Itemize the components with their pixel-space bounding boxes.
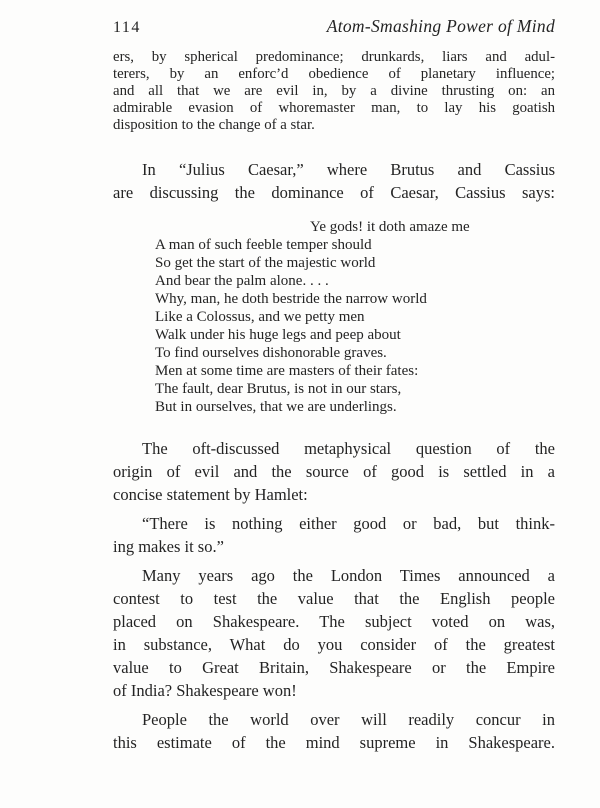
text-line: value to Great Britain, Shakespeare or the Empire — [113, 658, 555, 677]
text-line: admirable evasion of whoremaster man, to lay his goatish — [113, 100, 555, 116]
text-line: In “Julius Caesar,” where Brutus and Cassius — [142, 160, 555, 179]
text-line: of India? Shakespeare won! — [113, 681, 297, 700]
text-line: So get the start of the majestic world — [155, 255, 376, 271]
paragraph — [113, 437, 555, 506]
text-line: ing makes it so.” — [113, 537, 224, 556]
text-line: Like a Colossus, and we petty men — [155, 309, 365, 325]
text-line: To find ourselves dishonorable graves. — [155, 345, 387, 361]
text-line: The oft-discussed metaphysical question of the — [142, 439, 555, 458]
text-line: Why, man, he doth bestride the narrow world — [155, 291, 427, 307]
running-title: Atom-Smashing Power of Mind — [326, 16, 555, 36]
text-line: placed on Shakespeare. The subject voted on was, — [113, 612, 555, 631]
text-line: ers, by spherical predominance; drunkards, liars and adul- — [113, 49, 555, 65]
paragraph — [113, 564, 555, 702]
text-line: in substance, What do you consider of the greatest — [113, 635, 555, 654]
text-line: People the world over will readily concur in — [142, 710, 555, 729]
text-line: this estimate of the mind supreme in Shakespeare. — [113, 733, 555, 752]
paragraph — [113, 49, 555, 134]
text-line: Walk under his huge legs and peep about — [155, 327, 401, 343]
text-line: Ye gods! it doth amaze me — [310, 219, 470, 235]
text-line: contest to test the value that the English people — [113, 589, 555, 608]
text-line: and all that we are evil in, by a divine thrusting on: an — [113, 83, 555, 99]
text-line: are discussing the dominance of Caesar, Cassius says: — [113, 183, 555, 202]
paragraph — [113, 512, 555, 558]
text-line: terers, by an enforc’d obedience of planetary influence; — [113, 66, 555, 82]
verse-block — [155, 218, 555, 416]
text-line: But in ourselves, that we are underlings. — [155, 399, 397, 415]
text-line: disposition to the change of a star. — [113, 117, 315, 133]
page-number: 114 — [113, 19, 141, 36]
page-header — [113, 16, 555, 37]
page-body — [113, 49, 555, 754]
text-line: “There is nothing either good or bad, but think- — [142, 514, 555, 533]
text-line: Many years ago the London Times announced a — [142, 566, 555, 585]
text-line: The fault, dear Brutus, is not in our stars, — [155, 381, 402, 397]
text-line: And bear the palm alone. . . . — [155, 273, 329, 289]
text-line: concise statement by Hamlet: — [113, 485, 308, 504]
text-line: A man of such feeble temper should — [155, 237, 372, 253]
text-line: Men at some time are masters of their fates: — [155, 363, 419, 379]
paragraph — [113, 708, 555, 754]
paragraph — [113, 158, 555, 204]
text-line: origin of evil and the source of good is settled in a — [113, 462, 555, 481]
